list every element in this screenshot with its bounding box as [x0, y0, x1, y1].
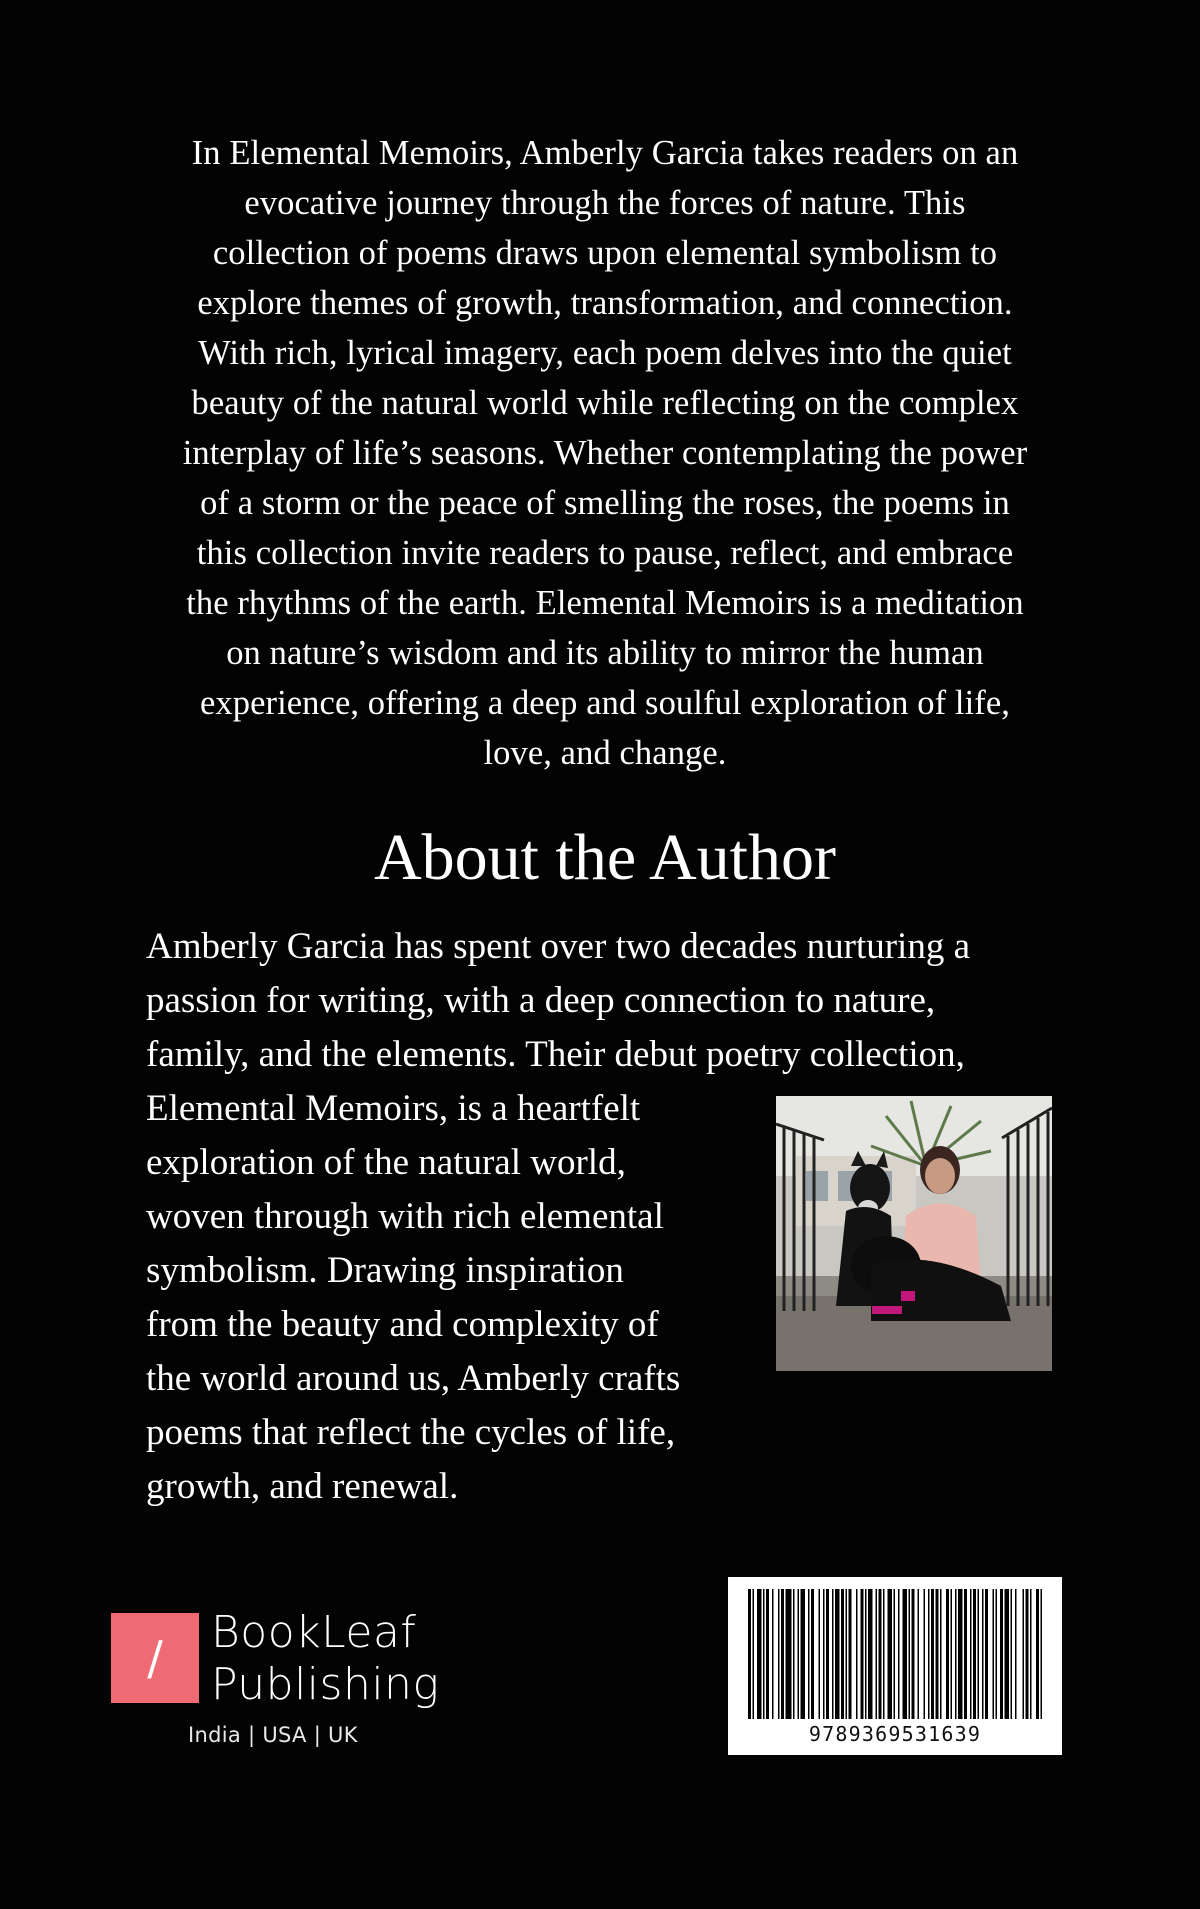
barcode-bar [912, 1589, 915, 1719]
barcode-bar [1030, 1589, 1032, 1719]
isbn-number: 9789369531639 [808, 1722, 982, 1746]
publisher-mark-glyph: / [147, 1631, 163, 1685]
publisher-name-line: Publishing [211, 1659, 440, 1710]
publisher-name-line: BookLeaf [211, 1607, 417, 1658]
barcode-bar [924, 1589, 926, 1719]
barcode-bar [876, 1589, 878, 1719]
bio-line: Elemental Memoirs, is a heartfelt [146, 1088, 641, 1129]
blurb-line: With rich, lyrical imagery, each poem delves into the quiet [198, 334, 1012, 372]
barcode-bar [748, 1589, 751, 1719]
blurb-line: of a storm or the peace of smelling the roses, the poems in [200, 484, 1010, 522]
blurb-line: this collection invite readers to pause, reflect, and embrace [196, 534, 1014, 572]
barcode-bar [1015, 1589, 1017, 1719]
book-blurb [135, 128, 1075, 778]
barcode-bar [861, 1589, 864, 1719]
barcode-bar [946, 1589, 949, 1719]
barcode-bar [778, 1589, 780, 1719]
blurb-line: interplay of life’s seasons. Whether contemplating the power [182, 434, 1028, 472]
barcode-bar [819, 1589, 821, 1719]
barcode-bar [894, 1589, 896, 1719]
author-bio-wrapped [146, 1082, 746, 1514]
barcode-bar [763, 1589, 765, 1719]
barcode-bar [931, 1589, 934, 1719]
bio-line: woven through with rich elemental [146, 1196, 664, 1237]
barcode-bar [903, 1589, 908, 1719]
bio-line: the world around us, Amberly crafts [146, 1358, 681, 1399]
barcode-bar [1011, 1589, 1013, 1719]
barcode-bar [879, 1589, 882, 1719]
bio-line: passion for writing, with a deep connection to nature, [146, 980, 936, 1021]
barcode-bar [772, 1589, 774, 1719]
barcode-bar [841, 1589, 844, 1719]
publisher-mark-icon [111, 1613, 199, 1703]
barcode-bar [757, 1589, 762, 1719]
bio-line: symbolism. Drawing inspiration [146, 1250, 624, 1291]
author-bio-top [146, 920, 1086, 1082]
barcode-bar [846, 1589, 848, 1719]
author-photo [776, 1096, 1052, 1371]
barcode-bar [985, 1589, 988, 1719]
barcode-bar [849, 1589, 852, 1719]
barcode-bar [801, 1589, 806, 1719]
barcode-bar [928, 1589, 930, 1719]
barcode-bar [888, 1589, 893, 1719]
barcode-bar [1023, 1589, 1025, 1719]
barcode-bar [1005, 1589, 1010, 1719]
barcode-bar [786, 1589, 792, 1719]
barcode-bar [1026, 1589, 1029, 1719]
barcode-bar [811, 1589, 814, 1719]
barcode-bar [835, 1589, 840, 1719]
barcode-bar [1041, 1589, 1043, 1719]
barcode-bar [978, 1589, 980, 1719]
barcode-bar [865, 1589, 867, 1719]
barcode-bar [964, 1589, 967, 1719]
barcode-bar [1036, 1589, 1039, 1719]
barcode-bar [958, 1589, 963, 1719]
bio-line: Amberly Garcia has spent over two decades nurturing a [146, 926, 970, 967]
barcode-bar [808, 1589, 810, 1719]
blurb-line: beauty of the natural world while reflecting on the complex [191, 384, 1019, 422]
about-author-heading: About the Author [374, 821, 836, 894]
blurb-line: explore themes of growth, transformation, and connection. [197, 284, 1013, 322]
barcode-bar [898, 1589, 900, 1719]
barcode-bar [823, 1589, 825, 1719]
barcode-bar [766, 1589, 769, 1719]
barcode-bar [982, 1589, 984, 1719]
barcode-bar [1000, 1589, 1003, 1719]
bio-line: exploration of the natural world, [146, 1142, 626, 1183]
barcode-bar [883, 1589, 885, 1719]
blurb-line: evocative journey through the forces of nature. This [244, 184, 966, 222]
blurb-line: In Elemental Memoirs, Amberly Garcia takes readers on an [191, 134, 1019, 172]
bio-line: growth, and renewal. [146, 1466, 459, 1507]
blurb-line: love, and change. [483, 734, 727, 772]
barcode-bar [940, 1589, 942, 1719]
isbn-barcode [728, 1577, 1062, 1755]
blurb-line: collection of poems draws upon elemental symbolism to [212, 234, 998, 272]
barcode-bar [781, 1589, 784, 1719]
barcode-bar [970, 1589, 972, 1719]
barcode-bar [951, 1589, 953, 1719]
blurb-line: experience, offering a deep and soulful exploration of life, [199, 684, 1011, 722]
barcode-bar [798, 1589, 800, 1719]
bio-line: poems that reflect the cycles of life, [146, 1412, 676, 1453]
publisher-regions: India | USA | UK [188, 1723, 358, 1747]
barcode-bar [868, 1589, 873, 1719]
barcode-bar [918, 1589, 920, 1719]
barcode-bar [856, 1589, 858, 1719]
barcode-bar [826, 1589, 829, 1719]
barcode-bar [793, 1589, 795, 1719]
barcode-bar [909, 1589, 911, 1719]
publisher-name [211, 1607, 439, 1711]
bio-line: family, and the elements. Their debut poetry collection, [146, 1034, 965, 1075]
barcode-bar [996, 1589, 998, 1719]
barcode-bar [955, 1589, 957, 1719]
barcode-bars [746, 1589, 1044, 1719]
barcode-bar [832, 1589, 834, 1719]
blurb-line: on nature’s wisdom and its ability to mirror the human [226, 634, 984, 672]
barcode-bar [993, 1589, 995, 1719]
barcode-bar [753, 1589, 755, 1719]
bio-line: from the beauty and complexity of [146, 1304, 659, 1345]
blurb-line: the rhythms of the earth. Elemental Memoirs is a meditation [186, 584, 1024, 622]
barcode-bar [936, 1589, 939, 1719]
barcode-bar [973, 1589, 976, 1719]
